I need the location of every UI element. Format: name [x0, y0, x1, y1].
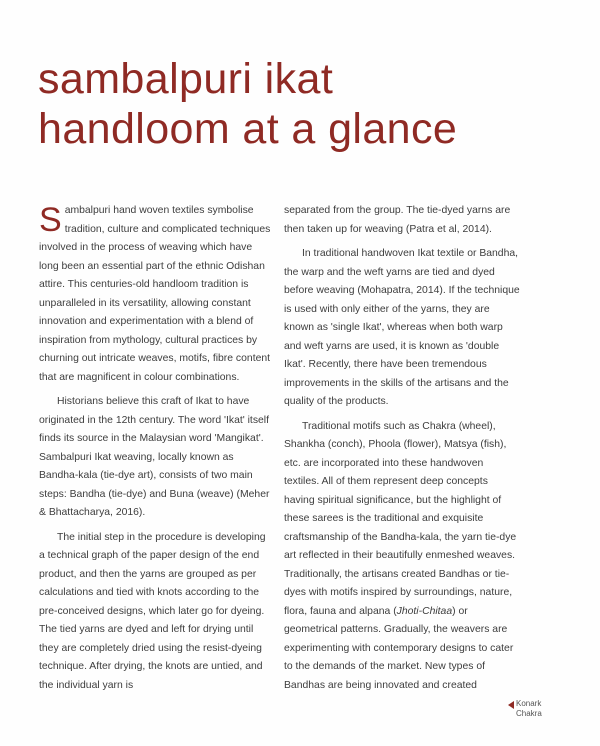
caption-line-2: Chakra: [516, 709, 542, 718]
image-caption: [516, 699, 586, 719]
left-column: [39, 202, 271, 695]
paragraph-bandha: In traditional handwoven Ikat textile or Bandha, the warp and the weft yarns are tied and dyed before weaving (Mohapatra, 2014). If the technique is used with only either of the yarns, they are known as 'single Ikat', whereas when both warp and weft yarns are used, it is known as 'double Ikat'. Recently, there have been tremendous improvements in the skills of the artisans and the quality of the products.: [284, 248, 520, 407]
paragraph-motifs: Traditional motifs such as Chakra (wheel), Shankha (conch), Phoola (flower), Matsya (fish), etc. are incorporated into these handwoven textiles. All of them represent deep concepts having spiritual significance, but the highlight of these sarees is the traditional and exquisite craftsmanship of the Bandha-kala, the yarn tie-dye art reflected in their beautifully enmeshed weaves. Traditionally, the artisans created Bandhas or tie-dyes with motifs inspired by surroundings, nature, flora, fauna and alpana (Jhoti-Chitaa) or geometrical patterns. Gradually, the weavers are experimenting with contemporary designs to cater to the demands of the market. New types of Bandhas are being innovated and created: [284, 420, 517, 691]
paragraph-process: The initial step in the procedure is developing a technical graph of the paper design of the end product, and then the yarns are grouped as per calculations and tied with knots according to the pre-conceived designs, which later go for dyeing. The tied yarns are dyed and left for drying until they are completely dried using the resist-dyeing technique. After drying, the knots are untied, and the individual yarn is: [39, 531, 266, 691]
right-column: [284, 202, 520, 695]
paragraph-intro-text: ambalpuri hand woven textiles symbolise tradition, culture and complicated techniques involved in the process of weaving which have long been an essential part of the ethnic Odishan attire. This centuries-old handloom tradition is unparalleled in its versatility, allowing constant innovation and experimentation with a blend of inspiration from mythology, cultural practices by churning out intricate weaves, motifs, fibre content that are magnificent in colour combinations.: [39, 205, 271, 383]
paragraph-intro: [39, 202, 271, 387]
paragraph-continuation: separated from the group. The tie-dyed yarns are then taken up for weaving (Patra et al, 2014).: [284, 205, 511, 235]
caption-pointer-icon: [508, 701, 514, 709]
italic-term: Jhoti-Chitaa: [396, 605, 453, 617]
page-title: [38, 54, 457, 154]
title-line-1: sambalpuri ikat: [38, 55, 334, 103]
drop-cap: S: [39, 201, 62, 239]
title-line-2: handloom at a glance: [38, 105, 458, 153]
paragraph-history: Historians believe this craft of Ikat to have originated in the 12th century. The word 'Ikat' itself finds its source in the Malaysian word 'Mangikat'. Sambalpuri Ikat weaving, locally known as Bandha-kala (tie-dye art), consists of two main steps: Bandha (tie-dye) and Buna (weave) (Meher & Bhattacharya, 2016).: [39, 396, 270, 518]
caption-line-1: Konark: [516, 699, 542, 708]
